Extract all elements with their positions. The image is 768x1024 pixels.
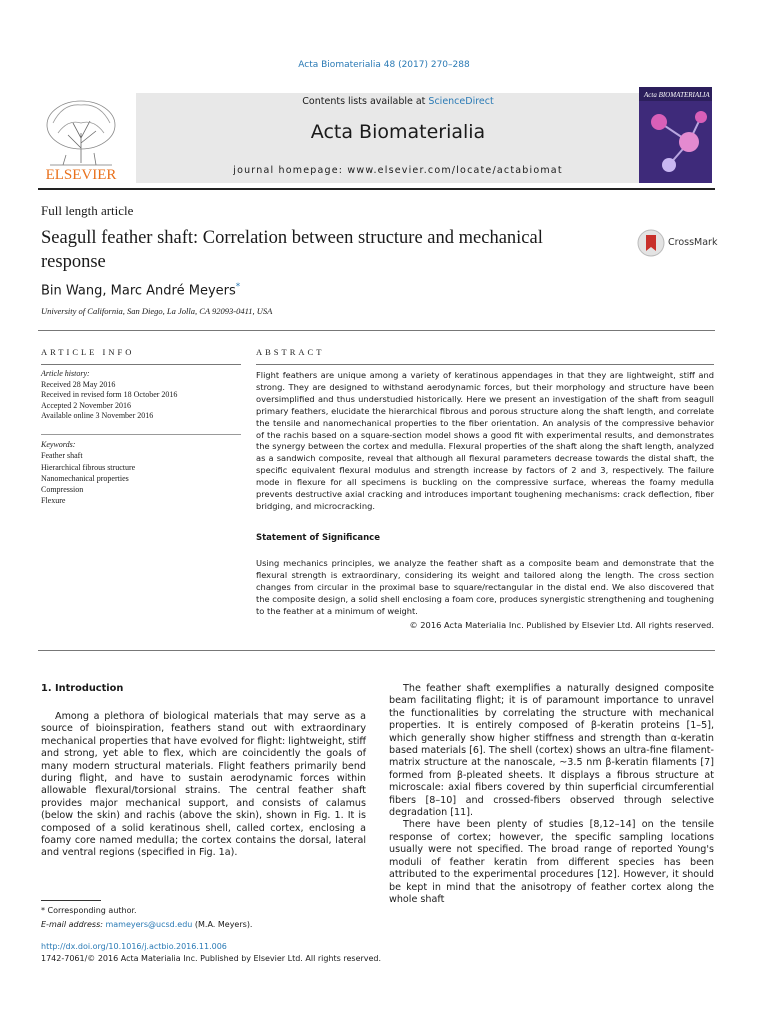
introduction-heading: 1. Introduction <box>41 683 124 694</box>
history-revised: Received in revised form 18 October 2016 <box>41 390 178 399</box>
history-online: Available online 3 November 2016 <box>41 411 154 420</box>
history-accepted: Accepted 2 November 2016 <box>41 400 131 410</box>
affiliation: University of California, San Diego, La Jolla, CA 92093-0411, USA <box>41 306 273 316</box>
doi-link[interactable]: http://dx.doi.org/10.1016/j.actbio.2016.11.006 <box>41 942 227 951</box>
right-column <box>389 683 714 906</box>
section-divider <box>38 330 715 331</box>
sciencedirect-link[interactable]: ScienceDirect <box>428 96 494 107</box>
elsevier-wordmark: ELSEVIER <box>45 167 117 183</box>
abstract-divider <box>256 364 714 365</box>
keywords-divider <box>41 434 241 435</box>
journal-homepage[interactable]: journal homepage: www.elsevier.com/locate/actabiomat <box>233 165 563 176</box>
article-info-divider <box>41 364 241 365</box>
masthead-divider <box>38 188 715 190</box>
journal-reference[interactable]: Acta Biomaterialia 48 (2017) 270–288 <box>298 60 470 70</box>
history-label: Article history: <box>41 369 90 378</box>
history-received: Received 28 May 2016 <box>41 379 116 389</box>
article-info-heading: ARTICLE INFO <box>41 347 135 357</box>
body-paragraph: The feather shaft exemplifies a naturally designed composite beam facilitating flight; it is of paramount importance to unravel the functionalities by correlating the structure with mechanical properties. It is entirely composed of β-keratin proteins [1–5], which generally show higher stiffness and strength than α-keratin based materials [6]. The shell (cortex) shows an ultra-fine filament-matrix structure at the nanoscale, ~3.5 nm β-keratin filaments [7] formed from β-pleated sheets. It displays a fibrous structure at microscale: axial fibers covered by thin superficial circumferential fibers [8–10] and crossed-fibers observed through selective degradation [11]. <box>389 683 714 819</box>
email-note: E-mail address: mameyers@ucsd.edu (M.A. Meyers). <box>41 920 253 929</box>
article-type: Full length article <box>41 203 134 218</box>
section-divider <box>38 650 715 651</box>
issn-copyright: 1742-7061/© 2016 Acta Materialia Inc. Published by Elsevier Ltd. All rights reserved. <box>41 954 382 963</box>
corresponding-author-note: * Corresponding author. <box>41 906 137 915</box>
masthead-banner <box>136 93 660 183</box>
crossmark-icon <box>637 229 665 257</box>
author-list: Bin Wang, Marc André Meyers* <box>41 282 241 299</box>
corresponding-author-mark[interactable]: * <box>235 282 241 292</box>
abstract-heading: ABSTRACT <box>256 347 325 357</box>
keyword-item: Feather shaft <box>41 451 83 461</box>
crossmark-label: CrossMark <box>668 237 718 248</box>
abstract-text: Flight feathers are unique among a variety of keratinous appendages in that they are lightweight, stiff and strong. They are designed to withstand aerodynamic forces, but their morphology and structure have been oversimplified and thus understudied historically. Here we present an investigation of the shaft from seagull primary feathers, elucidate the hierarchical fibrous and porous structure along the shaft length, and correlate the tensile and nanomechanical properties to the fiber orientation. An analysis of the compressive behavior of the rachis based on a square-section model shows a good fit with experimental results, and demonstrates the synergy between the cortex and medulla. Flexural properties of the shaft along the shaft length, analyzed as a sandwich composite, reveal that although all flexural parameters decrease towards the distal shaft, the specific equivalent flexural modulus and strength increase by factors of 2 and 3, respectively. The failure mode in flexure for all specimens is buckling on the compressive surface, whereas the foamy medulla prevents destructive axial cracking and introduces important toughening mechanisms: crack deflection, fiber bridging, and microcracking. <box>256 370 714 511</box>
crossmark-badge[interactable] <box>637 229 717 257</box>
article-title: Seagull feather shaft: Correlation between structure and mechanical response <box>41 228 543 272</box>
masthead <box>38 93 715 184</box>
keywords-label: Keywords: <box>41 440 76 449</box>
body-paragraph: There have been plenty of studies [8,12–14] on the tensile response of cortex; however, the specific sampling locations usually were not specified. The broad range of reported Young's moduli of feather keratin from different species has been attributed to the experimental procedures [12]. However, it should be kept in mind that the anisotropy of feather cortex along the whole shaft <box>389 819 714 905</box>
keyword-item: Hierarchical fibrous structure <box>41 462 136 472</box>
journal-cover-image <box>639 87 712 183</box>
journal-title: Acta Biomaterialia <box>310 121 486 143</box>
significance-text: Using mechanics principles, we analyze the feather shaft as a composite beam and demonstrate that the flexural strength is extraordinary, considering its weight and tailored along the length. The cross section changes from circular in the proximal base to square/rectangular in the distal end. We also discovered that the composite design, a solid shell enclosing a foam core, produces synergistic strengthening and toughening to the feather at a minimum of weight. <box>256 558 714 617</box>
elsevier-tree-logo <box>38 93 124 184</box>
cover-title: Acta BIOMATERIALIA <box>644 91 710 99</box>
keywords-list <box>41 439 241 507</box>
keyword-item: Nanomechanical properties <box>41 473 129 483</box>
significance-heading: Statement of Significance <box>256 533 380 543</box>
footnote-divider <box>41 900 101 901</box>
body-paragraph: Among a plethora of biological materials that may serve as a source of bioinspiration, feathers stand out with extraordinary mechanical properties that have evolved for flight: lightweight, stiff and strong, yet able to flex, which are coincidently the goals of many modern structural materials. Flight feathers primarily bend during flight, and have to sustain aerodynamic forces within allowable flexural/torsional strains. The central feather shaft provides major mechanical support, and consists of calamus (below the skin) and rachis (above the skin), shown in Fig. 1. It is composed of a solid keratinous shell, called cortex, enclosing a foamy core named medulla; the cortex contains the dorsal, lateral and ventral regions (specified in Fig. 1a). <box>41 711 366 859</box>
abstract-copyright: © 2016 Acta Materialia Inc. Published by Elsevier Ltd. All rights reserved. <box>409 620 714 630</box>
author-email-link[interactable]: mameyers@ucsd.edu <box>105 920 193 929</box>
article-history <box>41 369 241 422</box>
keyword-item: Flexure <box>41 496 66 506</box>
keyword-item: Compression <box>41 485 84 495</box>
contents-line: Contents lists available at ScienceDirect <box>302 96 494 107</box>
